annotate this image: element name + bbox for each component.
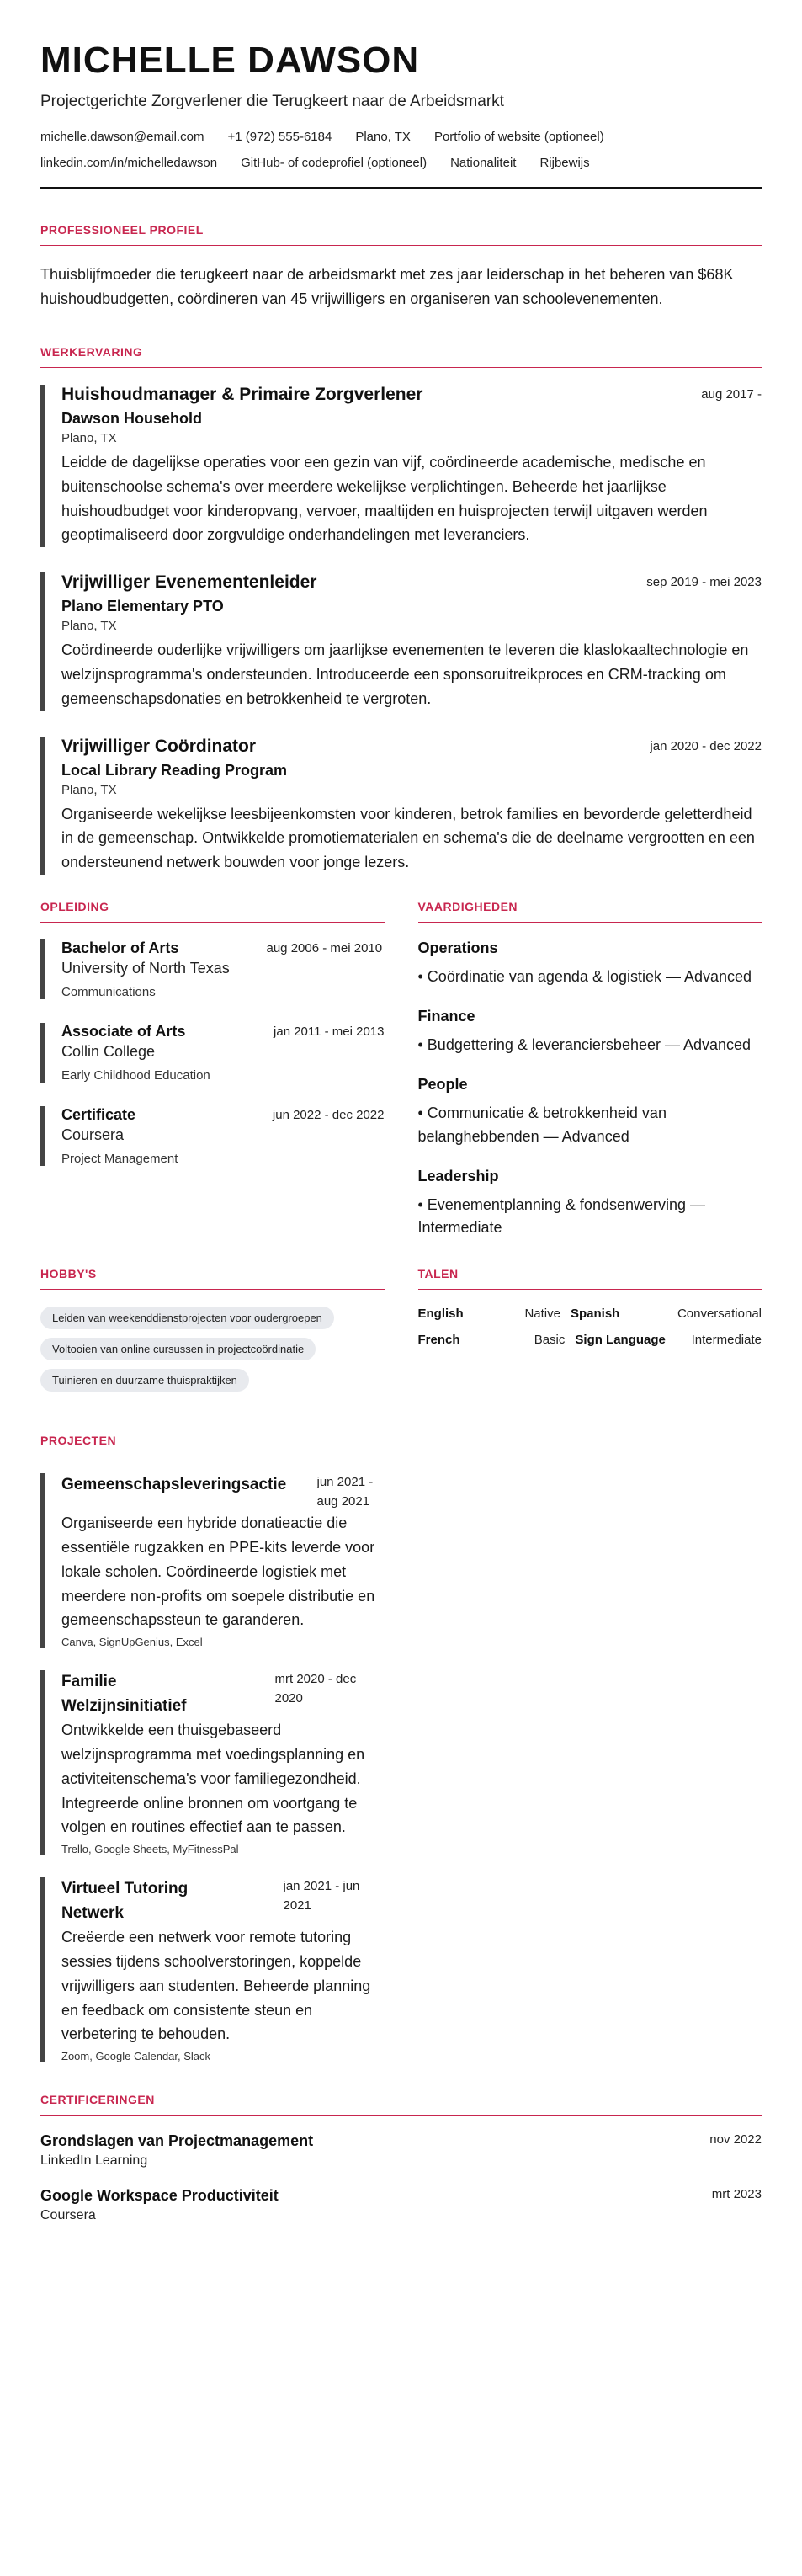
language-row (418, 1307, 762, 1321)
languages-section-title: TALEN (418, 1267, 762, 1290)
certifications-section (40, 2093, 762, 2223)
contact-portfolio[interactable]: Portfolio of website (optioneel) (433, 130, 604, 145)
hobbies-languages-row (40, 1267, 762, 1425)
education-date: jan 2011 - mei 2013 (274, 1024, 385, 1039)
hobbies-section-title: HOBBY'S (40, 1267, 385, 1290)
job-location: Plano, TX (61, 430, 117, 445)
job-company: Dawson Household (61, 409, 203, 427)
job-description: Coördineerde ouderlijke vrijwilligers om jaarlijkse evenementen te leveren die klaslokaaltechnologie en welzijnsprogramma's ondersteunden. Introduceerde een sponsoruitreikproces en CRM-tracking om gemeenschapsdonaties en betrokkenheid te vergroten. (61, 641, 749, 707)
education-date: aug 2006 - mei 2010 (266, 940, 383, 955)
skill-item: • Evenementplanning & fondsenwerving — Intermediate (417, 1195, 706, 1237)
education-section (40, 900, 385, 1259)
project-title: Virtueel Tutoring Netwerk (61, 1880, 189, 1922)
experience-section (40, 345, 762, 875)
education-degree: Bachelor of Arts (61, 939, 179, 956)
contact-location: Plano, TX (355, 130, 411, 145)
language-level: Basic (534, 1333, 566, 1348)
language-level: Intermediate (691, 1333, 762, 1348)
projects-right-spacer (418, 1434, 762, 2084)
job-entry (40, 737, 762, 875)
projects-section-title: PROJECTEN (40, 1434, 385, 1456)
project-tools: Zoom, Google Calendar, Slack (61, 2050, 211, 2063)
job-company: Local Library Reading Program (61, 761, 288, 779)
skill-item: • Communicatie & betrokkenheid van belanghebbenden — Advanced (417, 1104, 667, 1145)
education-section-title: OPLEIDING (40, 900, 385, 923)
skill-category: People (417, 1075, 468, 1093)
profile-section-title: PROFESSIONEEL PROFIEL (40, 223, 762, 246)
candidate-name: MICHELLE DAWSON (40, 40, 420, 81)
certification-entry (40, 2132, 762, 2169)
education-field: Early Childhood Education (61, 1067, 210, 1083)
project-title: Gemeenschapsleveringsactie (61, 1476, 287, 1494)
languages-section (418, 1267, 762, 1425)
education-school: Coursera (61, 1126, 125, 1143)
certification-issuer: Coursera (40, 2208, 96, 2223)
hobby-pill: Tuinieren en duurzame thuispraktijken (40, 1369, 249, 1392)
education-entry (40, 1023, 385, 1083)
project-entry (40, 1473, 385, 1648)
project-date: jun 2021 - aug 2021 (316, 1475, 374, 1509)
project-date: mrt 2020 - dec 2020 (274, 1672, 357, 1706)
job-date: sep 2019 - mei 2023 (646, 575, 762, 590)
contact-linkedin[interactable]: linkedin.com/in/michelledawson (40, 156, 218, 171)
contact-phone[interactable]: +1 (972) 555-6184 (227, 130, 332, 145)
certification-entry (40, 2187, 762, 2223)
language-level: Conversational (677, 1307, 762, 1322)
language-level: Native (524, 1307, 560, 1322)
certification-date: mrt 2023 (711, 2187, 762, 2202)
skill-category: Operations (417, 939, 498, 956)
projects-section (40, 1434, 385, 2084)
job-entry (40, 385, 762, 547)
education-school: University of North Texas (61, 959, 230, 977)
job-title: Huishoudmanager & Primaire Zorgverlener (61, 384, 423, 404)
certification-date: nov 2022 (709, 2132, 762, 2148)
candidate-headline: Projectgerichte Zorgverlener die Terugkeert naar de Arbeidsmarkt (40, 93, 504, 111)
language-row (418, 1333, 762, 1347)
hobby-pill: Leiden van weekenddienstprojecten voor oudergroepen (40, 1307, 334, 1329)
certification-issuer: LinkedIn Learning (40, 2153, 148, 2169)
project-description: Creëerde een netwerk voor remote tutoring sessies tijdens schoolverstoringen, koppelde vrijwilligers aan studenten. Beheerde planning en feedback om consistente steun en verbetering te behouden. (61, 1929, 371, 2043)
contact-github[interactable]: GitHub- of codeprofiel (optioneel) (241, 156, 428, 171)
education-school: Collin College (61, 1042, 156, 1060)
project-tools: Trello, Google Sheets, MyFitnessPal (61, 1843, 239, 1856)
project-date: jan 2021 - jun 2021 (283, 1879, 360, 1913)
job-location: Plano, TX (61, 619, 117, 634)
job-date: jan 2020 - dec 2022 (650, 738, 762, 753)
education-degree: Associate of Arts (61, 1022, 186, 1040)
project-description: Ontwikkelde een thuisgebaseerd welzijnsprogramma met voedingsplanning en activiteitenschema's voor familiegezondheid. Integreerde online bronnen om voortgang te volgen en routines effectief aan te passen. (61, 1722, 365, 1836)
hobby-pill: Voltooien van online cursussen in projectcoördinatie (40, 1338, 316, 1360)
job-description: Leidde de dagelijkse operaties voor een gezin van vijf, coördineerde academische, medische en buitenschoolse schema's over meerdere wekelijkse verplichtingen. Beheerde het jaarlijkse huishoudbudget voor kinderopvang, vervoer, maaltijden en huisprojecten terwijl uitgaven werden geoptimaliseerd door zorgvuldige onderhandelingen met leveranciers. (61, 453, 708, 544)
job-title: Vrijwilliger Coördinator (61, 736, 257, 756)
job-title: Vrijwilliger Evenementenleider (61, 572, 317, 593)
job-date: aug 2017 - (701, 386, 762, 402)
certification-name: Google Workspace Productiviteit (40, 2187, 279, 2205)
job-entry (40, 572, 762, 711)
contact-row-1 (40, 130, 762, 144)
experience-section-title: WERKERVARING (40, 345, 762, 368)
education-entry (40, 939, 385, 999)
contact-row-2 (40, 156, 762, 170)
hobbies-section (40, 1267, 385, 1425)
education-skills-row (40, 900, 762, 1259)
skill-item: • Coördinatie van agenda & logistiek — Advanced (417, 967, 752, 985)
certification-name: Grondslagen van Projectmanagement (40, 2132, 314, 2150)
skills-section-title: VAARDIGHEDEN (418, 900, 762, 923)
skill-group (418, 1008, 762, 1057)
language-name: Spanish (570, 1307, 620, 1322)
education-field: Project Management (61, 1151, 178, 1166)
hobby-list (40, 1307, 385, 1392)
education-entry (40, 1106, 385, 1166)
projects-row (40, 1434, 762, 2084)
contact-email[interactable]: michelle.dawson@email.com (40, 130, 204, 145)
skill-group (418, 1076, 762, 1149)
education-field: Communications (61, 984, 156, 999)
project-tools: Canva, SignUpGenius, Excel (61, 1636, 203, 1649)
header-divider (40, 187, 762, 189)
contact-nationality: Nationaliteit (450, 156, 517, 171)
certifications-section-title: CERTIFICERINGEN (40, 2093, 762, 2116)
education-degree: Certificate (61, 1105, 136, 1123)
language-name: English (417, 1307, 464, 1322)
skill-category: Finance (417, 1007, 475, 1025)
project-entry (40, 1877, 385, 2062)
resume-header (40, 40, 762, 189)
contact-drivers-license: Rijbewijs (539, 156, 590, 171)
skill-group (418, 1168, 762, 1241)
skills-section (418, 900, 762, 1259)
project-description: Organiseerde een hybride donatieactie die essentiële rugzakken en PPE-kits leverde voor lokale scholen. Coördineerde logistiek met meerdere non-profits om soepele distributie en gemeenschapssteun te garanderen. (61, 1514, 375, 1629)
skill-item: • Budgettering & leveranciersbeheer — Advanced (417, 1035, 752, 1053)
education-date: jun 2022 - dec 2022 (272, 1107, 385, 1122)
project-title: Familie Welzijnsinitiatief (61, 1673, 187, 1715)
language-name: French (417, 1333, 460, 1348)
project-entry (40, 1670, 385, 1855)
skill-group (418, 939, 762, 989)
job-description: Organiseerde wekelijkse leesbijeenkomsten voor kinderen, betrok families en bevorderde geletterdheid in de gemeenschap. Ontwikkelde promotiematerialen en schema's die de deelname vergrootten en een ondersteunend netwerk bouwden voor jonge lezers. (61, 805, 755, 871)
skill-category: Leadership (417, 1167, 499, 1184)
profile-section (40, 223, 762, 311)
profile-summary: Thuisblijfmoeder die terugkeert naar de arbeidsmarkt met zes jaar leiderschap in het beheren van $68K huishoudbudgetten, coördineren van 45 vrijwilligers en organiseren van schoolevenementen. (40, 266, 734, 308)
job-location: Plano, TX (61, 782, 117, 797)
language-name: Sign Language (575, 1333, 666, 1348)
job-company: Plano Elementary PTO (61, 598, 224, 615)
